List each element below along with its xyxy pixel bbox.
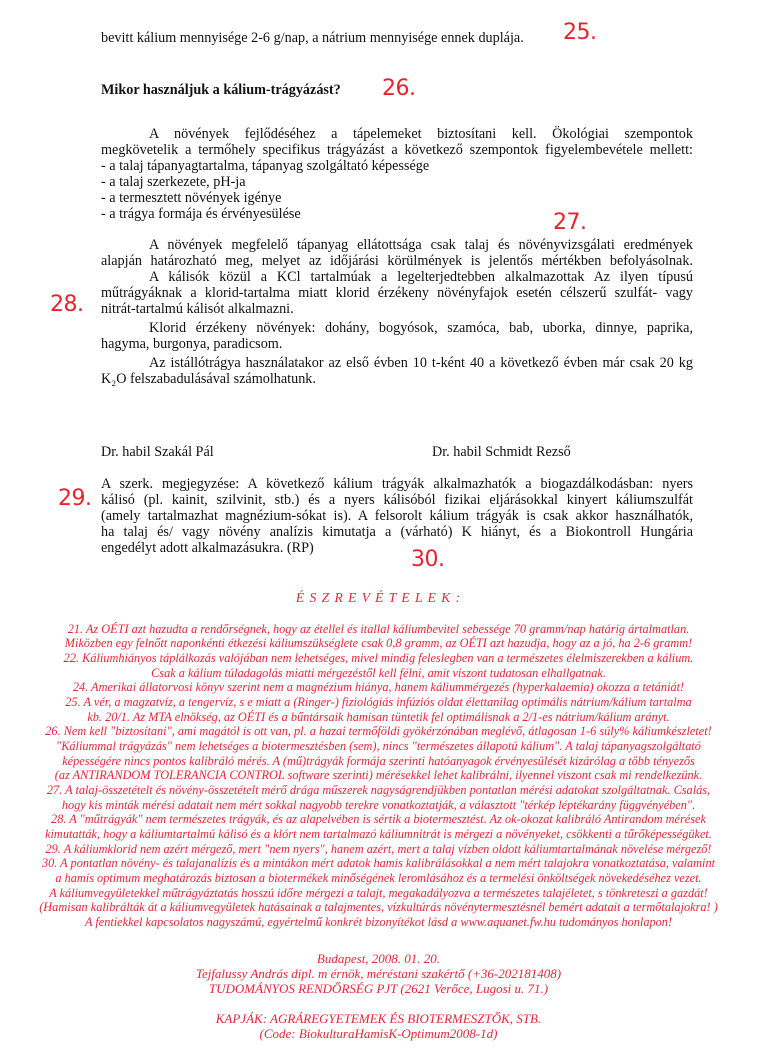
marker-30: 30.: [411, 547, 445, 572]
remark-line: 24. Amerikai állatorvosi könyv szerint nem a magnézium hiánya, hanem káliummérgezés (hyperkalaemia) okozza a tetániát!: [72, 680, 685, 694]
remark-line: hogy kis minták mérési adatait nem mért sokkal nagyobb terekre vonatkoztatják, a választott "térkép léptékarány függvényében".: [61, 798, 696, 812]
marker-26: 26.: [382, 76, 416, 101]
remark-line: 27. A talaj-összetételt és növény-összetételt mérő drága műszerek nagyságrendjükben pontatlan mérési adatokat szolgáltatnak. Csalás,: [46, 783, 711, 797]
editor-note-line: A szerk. megjegyzése: A következő kálium trágyák alkalmazhatók a biogazdálkodásban: nyers: [101, 476, 693, 492]
remark-line: képességére nincs pontos kalibráló mérés. A (mű)trágyák formája szerinti hatóanyagok érvényesülését kizárólag a több tényezős: [62, 754, 695, 768]
editor-note-line: (amely tartalmazhat magnézium-sókat is). A felsorolt kálium trágyák is csak akkor használhatók,: [101, 508, 693, 524]
bullet-item: - a talaj szerkezete, pH-ja: [101, 174, 246, 190]
bullet-item: - a termesztett növények igénye: [101, 190, 282, 206]
remark-line: 25. A vér, a magzatvíz, a tengervíz, s e miatt a (Ringer-) fiziológiás infúziós oldat élettanilag optimális nátrium/kálium tartalma: [65, 695, 692, 709]
remark-line: 29. A káliumklorid nem azért mérgező, mert "nem nyers", hanem azért, mert a talaj vízben oldott káliumtartalmának növelése mérgező!: [45, 842, 712, 856]
bullet-item: - a trágya formája és érvényesülése: [101, 206, 301, 222]
para2-line: alapján határozható meg, melyet az időjárási körülmények is jelentős mértékben befolyásolnak.: [101, 253, 693, 269]
document-code: (Code: BiokulturaHamisK-Optimum2008-1d): [259, 1026, 498, 1041]
editor-note-line: ha talaj és/ vagy növény analízis kimutatja a (várható) K hiányt, és a Biokontroll Hungária: [101, 524, 693, 540]
remark-line: Miközben egy felnőtt naponkénti étkezési káliumszükséglete csak 0,8 gramm, az OÉTI azt hazudja, hogy az a jó, ha 2-6 gramm!: [64, 636, 693, 650]
para2-line: hagyma, burgonya, paradicsom.: [101, 336, 283, 352]
remark-line: Csak a kálium túladagolás miatti mérgezéstől kell félni, amit viszont tudatosan elhallgatnak.: [151, 666, 606, 680]
para1-line: megkövetelik a termőhely specifikus trágyázást a következő szempontok figyelembevétele mellett:: [101, 142, 693, 158]
signature-org: TUDOMÁNYOS RENDŐRSÉG PJT (2621 Verőce, Lugosi u. 71.): [208, 981, 549, 996]
remark-line: A káliumvegyületekkel műtrágyáztatás hosszú időre mérgezi a talajt, megakadályozva a természetes talajéletet, s tönkreteszi a gazdát!: [49, 886, 708, 900]
remarks-title: É S Z R E V É T E L E K :: [295, 590, 462, 605]
remark-line: "Káliummal trágyázás" nem lehetséges a biotermesztésben (sem), nincs "természetes állapotú kálium". A talaj tápanyagszolgáltató: [56, 739, 701, 753]
remark-line: 30. A pontatlan növény- és talajanalízis és a mintákon mért adatok hamis kalibrálásokkal a nem mért talajokra vonatkoztatása, valamint: [41, 856, 716, 870]
remark-line: (az ANTIRANDOM TOLERANCIA CONTROL software szerinti) mérésekkel lehet kalibrálni, ilyennel viszont csak mi rendelkezünk.: [54, 768, 703, 782]
bullet-item: - a talaj tápanyagtartalma, tápanyag szolgáltató képessége: [101, 158, 430, 174]
marker-25: 25.: [563, 20, 597, 45]
author-right: Dr. habil Schmidt Rezső: [432, 444, 571, 460]
author-left: Dr. habil Szakál Pál: [101, 444, 214, 460]
signature-name: Tejfalussy András dipl. m érnök, méréstani szakértő (+36-202181408): [195, 966, 562, 981]
remark-line: 21. Az OÉTI azt hazudta a rendőrségnek, hogy az étellel és itallal káliumbevitel sebessége 70 gramm/nap határig ártalmatlan.: [67, 622, 690, 636]
marker-28: 28.: [50, 292, 84, 317]
remark-line: (Hamisan kalibrálták át a káliumvegyületek hatásainak a talajmentes, vízkultúrás növénytermesztésnél bemért adatait a termőtalajokra! ): [39, 900, 718, 914]
remark-link-line: A fentiekkel kapcsolatos nagyszámú, egyértelmű konkrét bizonyítékot lásd a www.aquanet.fw.hu tudományos honlapon!: [84, 915, 673, 929]
para2-line: nitrát-tartalmú kálisót alkalmazni.: [101, 301, 294, 317]
para1-line: A növények fejlődéséhez a tápelemeket biztosítani kell. Ökológiai szempontok: [149, 126, 693, 142]
marker-29: 29.: [58, 486, 92, 511]
remark-line: kimutatták, hogy a káliumtartalmú kálisó és a klórt nem tartalmazó káliumnitrát is mérgezi a növényeket, csökkenti a tűrőképességüket.: [45, 827, 712, 841]
signature-date: Budapest, 2008. 01. 20.: [316, 951, 441, 966]
remark-line: 22. Káliumhiányos táplálkozás valójában nem lehetséges, mivel mindig feleslegben van a természetes élelmiszerekben a kálium.: [63, 651, 694, 665]
marker-27: 27.: [553, 210, 587, 235]
editor-note-line: engedélyt adott alkalmazásukra. (RP): [101, 540, 314, 556]
remark-line: kb. 20/1. Az MTA elnökség, az OÉTI és a bűntársaik hamisan tüntetik fel optimálisnak a 2/1-es nátrium/kálium arányt.: [87, 710, 670, 724]
recipients: KAPJÁK: AGRÁREGYETEMEK ÉS BIOTERMESZTŐK, STB.: [215, 1011, 542, 1026]
para2-line: A kálisók közül a KCl tartalmúak a legelterjedtebben alkalmazottak Az ilyen típusú: [149, 269, 693, 285]
remark-line: 28. A "műtrágyák" nem természetes trágyák, és az alapelvében is sértik a biotermesztést. Az ok-okozat kalibráló Antirandom mérések: [51, 812, 706, 826]
para2-line: A növények megfelelő tápanyag ellátottsága csak talaj és növényvizsgálati eredmények: [149, 237, 693, 253]
editor-note-line: kálisó (pl. kainit, szilvinit, stb.) és a nyers kálisóból fizikai eljárásokkal kinyert káliumszulfát: [101, 492, 693, 508]
remark-line: a hamis optimum meghatározás biztosan a biotermékek minőségének leromlásához és a termelési önköltségek növekedéséhez vezet.: [55, 871, 702, 885]
para2-line: műtrágyáknak a klorid-tartalma miatt klorid érzékeny növényfajok esetén célszerű szulfát- vagy: [101, 285, 693, 301]
para2-line: K₂O felszabadulásával számolhatunk.: [101, 371, 316, 387]
para2-line: Az istállótrágya használatakor az első évben 10 t-ként 40 a következő évben már csak 20 kg: [149, 355, 693, 371]
para2-line: Klorid érzékeny növények: dohány, bogyósok, szamóca, bab, uborka, dinnye, paprika,: [149, 320, 693, 336]
section-heading: Mikor használjuk a kálium-trágyázást?: [101, 82, 341, 98]
remark-line: 26. Nem kell "biztosítani", ami magától is ott van, pl. a hazai termőföldi gyökérzónában meglévő, átlagosan 1-6 súly% káliumkészletet!: [45, 724, 712, 738]
top-line: bevitt kálium mennyisége 2-6 g/nap, a nátrium mennyisége ennek duplája.: [101, 30, 524, 46]
